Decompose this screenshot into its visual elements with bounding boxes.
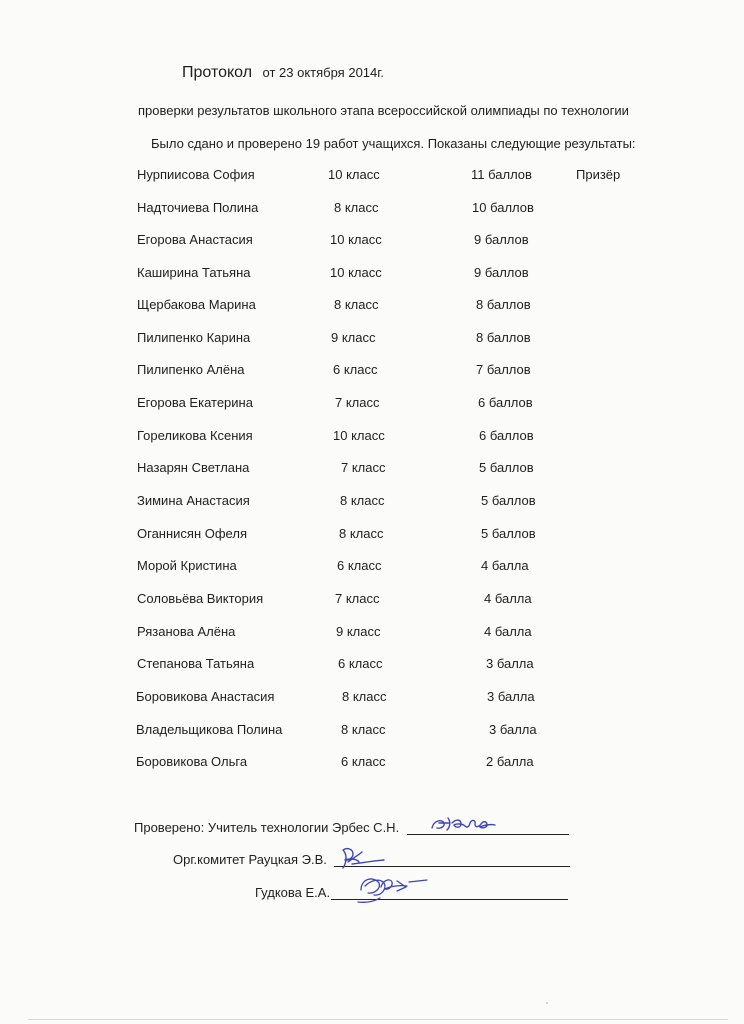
student-score: 6 баллов xyxy=(479,428,534,443)
student-grade: 8 класс xyxy=(334,297,379,312)
student-name: Степанова Татьяна xyxy=(137,656,255,671)
student-score: 8 баллов xyxy=(476,330,531,345)
results-summary: Было сдано и проверено 19 работ учащихся. Показаны следующие результаты: xyxy=(151,136,636,151)
student-name: Морой Кристина xyxy=(137,558,237,573)
student-score: 9 баллов xyxy=(474,265,529,280)
student-grade: 9 класс xyxy=(336,624,381,639)
student-score: 4 балла xyxy=(484,591,532,606)
student-name: Егорова Екатерина xyxy=(137,395,253,410)
student-grade: 10 класс xyxy=(328,167,380,182)
protocol-title-line xyxy=(182,64,384,82)
student-score: 7 баллов xyxy=(476,362,531,377)
result-row xyxy=(0,232,744,250)
result-row xyxy=(0,526,744,544)
page-bottom-line xyxy=(28,1019,728,1020)
student-score: 3 балла xyxy=(487,689,535,704)
student-name: Соловьёва Виктория xyxy=(137,591,264,606)
protocol-title: Протокол xyxy=(182,64,253,81)
student-score: 9 баллов xyxy=(474,232,529,247)
student-grade: 7 класс xyxy=(335,591,380,606)
student-status: Призёр xyxy=(576,167,621,182)
member-label: Гудкова Е.А. xyxy=(255,885,331,900)
student-grade: 6 класс xyxy=(337,558,382,573)
student-grade: 7 класс xyxy=(335,395,380,410)
result-row xyxy=(0,460,744,478)
student-grade: 9 класс xyxy=(331,330,376,345)
paper-speck xyxy=(546,1002,548,1004)
protocol-subtitle: проверки результатов школьного этапа всероссийской олимпиады по технологии xyxy=(138,103,629,118)
signature-erbes xyxy=(426,812,498,836)
student-name: Назарян Светлана xyxy=(137,460,250,475)
result-row xyxy=(0,362,744,380)
result-row xyxy=(0,395,744,413)
result-row xyxy=(0,624,744,642)
student-name: Каширина Татьяна xyxy=(137,265,251,280)
student-score: 6 баллов xyxy=(478,395,533,410)
result-row xyxy=(0,689,744,707)
student-name: Оганнисян Офеля xyxy=(137,526,247,541)
student-name: Пилипенко Карина xyxy=(137,330,251,345)
student-name: Пилипенко Алёна xyxy=(137,362,245,377)
student-score: 8 баллов xyxy=(476,297,531,312)
student-grade: 10 класс xyxy=(333,428,385,443)
student-score: 10 баллов xyxy=(472,200,534,215)
result-row xyxy=(0,167,744,185)
result-row xyxy=(0,265,744,283)
student-name: Боровикова Анастасия xyxy=(136,689,275,704)
student-grade: 6 класс xyxy=(333,362,378,377)
student-grade: 6 класс xyxy=(341,754,386,769)
student-grade: 10 класс xyxy=(330,265,382,280)
student-grade: 8 класс xyxy=(342,689,387,704)
student-grade: 6 класс xyxy=(338,656,383,671)
student-name: Рязанова Алёна xyxy=(137,624,236,639)
student-name: Егорова Анастасия xyxy=(137,232,253,247)
result-row xyxy=(0,722,744,740)
student-grade: 8 класс xyxy=(334,200,379,215)
student-name: Боровикова Ольга xyxy=(136,754,248,769)
signature-member xyxy=(351,868,429,908)
student-grade: 7 класс xyxy=(341,460,386,475)
result-row xyxy=(0,200,744,218)
result-row xyxy=(0,297,744,315)
student-score: 5 баллов xyxy=(479,460,534,475)
result-row xyxy=(0,754,744,772)
student-score: 2 балла xyxy=(486,754,534,769)
student-grade: 10 класс xyxy=(330,232,382,247)
student-grade: 8 класс xyxy=(340,493,385,508)
student-score: 3 балла xyxy=(489,722,537,737)
student-name: Зимина Анастасия xyxy=(137,493,250,508)
student-score: 4 балла xyxy=(484,624,532,639)
result-row xyxy=(0,558,744,576)
student-name: Гореликова Ксения xyxy=(137,428,253,443)
checked-by-label: Проверено: Учитель технологии Эрбес С.Н. xyxy=(134,820,400,835)
student-name: Нурпиисова София xyxy=(137,167,255,182)
student-name: Надточиева Полина xyxy=(137,200,259,215)
student-name: Владельщикова Полина xyxy=(136,722,283,737)
result-row xyxy=(0,493,744,511)
student-score: 5 баллов xyxy=(481,493,536,508)
committee-label: Орг.комитет Рауцкая Э.В. xyxy=(173,852,327,867)
student-score: 5 баллов xyxy=(481,526,536,541)
student-score: 11 баллов xyxy=(471,167,532,182)
student-name: Щербакова Марина xyxy=(137,297,256,312)
result-row xyxy=(0,330,744,348)
student-grade: 8 класс xyxy=(341,722,386,737)
protocol-date: от 23 октября 2014г. xyxy=(262,65,385,80)
result-row xyxy=(0,591,744,609)
student-grade: 8 класс xyxy=(339,526,384,541)
student-score: 3 балла xyxy=(486,656,534,671)
result-row xyxy=(0,428,744,446)
student-score: 4 балла xyxy=(481,558,529,573)
result-row xyxy=(0,656,744,674)
